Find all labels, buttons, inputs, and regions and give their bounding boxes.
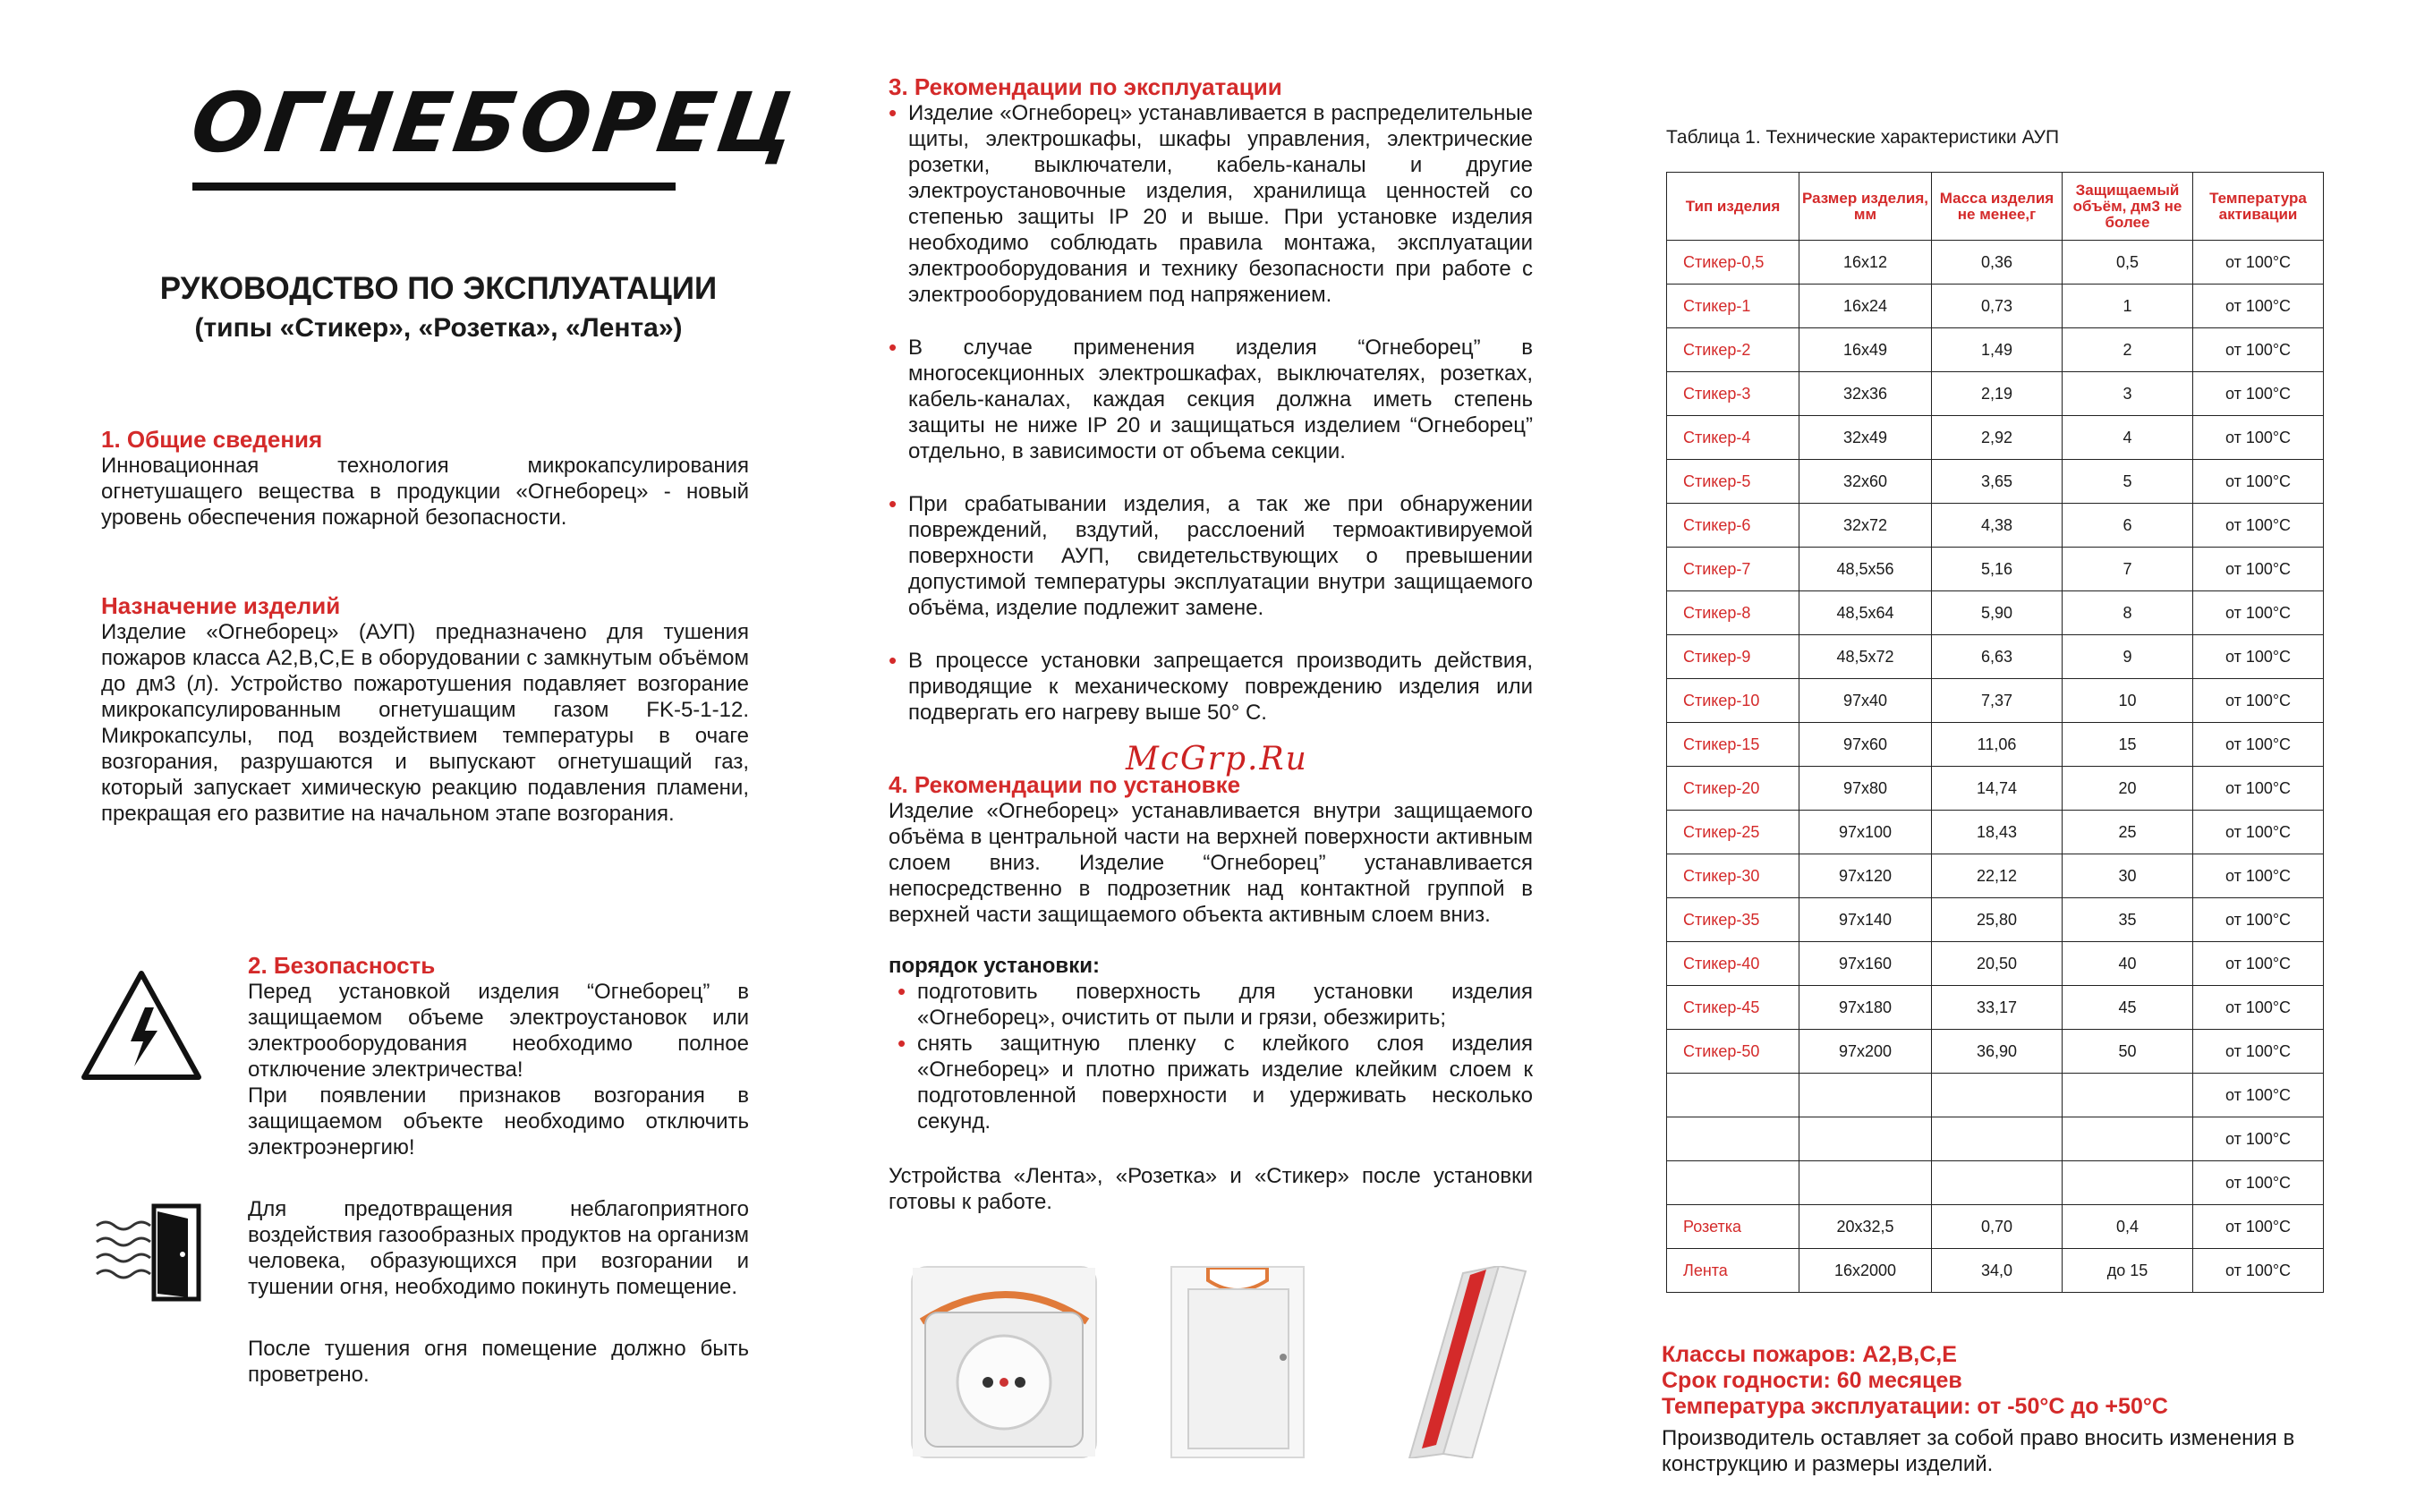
section-installation [889, 771, 1533, 1215]
table-header-row [1667, 173, 2324, 241]
cell-activation-temp: от 100°С [2193, 285, 2324, 328]
table-row [1667, 898, 2324, 942]
cell-volume [2063, 1117, 2193, 1161]
table-row [1667, 241, 2324, 285]
header-type: Тип изделия [1667, 173, 1799, 241]
cell-volume: 35 [2063, 898, 2193, 942]
section-operation [889, 73, 1533, 726]
header-mass: Масса изделия не менее,г [1932, 173, 2063, 241]
cell-type: Стикер-25 [1667, 811, 1799, 854]
cell-volume: 10 [2063, 679, 2193, 723]
cell-volume: 30 [2063, 854, 2193, 898]
cell-mass: 0,70 [1932, 1205, 2063, 1249]
cell-volume: 15 [2063, 723, 2193, 767]
cell-volume [2063, 1074, 2193, 1117]
cell-mass: 2,92 [1932, 416, 2063, 460]
cell-volume: 8 [2063, 591, 2193, 635]
cell-type: Стикер-7 [1667, 548, 1799, 591]
cell-type: Стикер-2 [1667, 328, 1799, 372]
cell-activation-temp: от 100°С [2193, 416, 2324, 460]
shelf-life: Срок годности: 60 месяцев [1662, 1368, 1962, 1393]
cell-size: 97х120 [1799, 854, 1932, 898]
cell-mass: 18,43 [1932, 811, 2063, 854]
cell-type [1667, 1117, 1799, 1161]
section-safety-title: 2. Безопасность [248, 952, 436, 979]
cell-type: Стикер-5 [1667, 460, 1799, 504]
table-row [1667, 1205, 2324, 1249]
cell-mass: 4,38 [1932, 504, 2063, 548]
cell-type [1667, 1161, 1799, 1205]
cell-size: 20х32,5 [1799, 1205, 1932, 1249]
logo-underline [192, 183, 676, 191]
spec-table [1666, 172, 2324, 1293]
operation-bullet-2: • В случае применения изделия “Огнеборец” в многосекционных электрошкафах, выключателях, розетках, кабель-каналах, каждая секция должна иметь степень защиты не ниже IP 20 и защищаться изделием “Огнеборец” отдельно, в зависимости от объема секции. [889, 335, 1533, 464]
table-row [1667, 767, 2324, 811]
table-row [1667, 460, 2324, 504]
cell-size: 48,5х64 [1799, 591, 1932, 635]
table-row [1667, 811, 2324, 854]
high-voltage-warning-icon [79, 968, 204, 1083]
table-row [1667, 416, 2324, 460]
cell-volume: 7 [2063, 548, 2193, 591]
operation-bullet-4: • В процессе установки запрещается производить действия, приводящие к механическому повреждению изделия или подвергать его нагреву выше 50° С. [889, 648, 1533, 726]
cell-size: 97х40 [1799, 679, 1932, 723]
table-row [1667, 942, 2324, 986]
cell-type: Стикер-1 [1667, 285, 1799, 328]
table-row [1667, 504, 2324, 548]
cell-activation-temp: от 100°С [2193, 504, 2324, 548]
cell-volume: 40 [2063, 942, 2193, 986]
cell-mass: 0,73 [1932, 285, 2063, 328]
operation-bullet-1: • Изделие «Огнеборец» устанавливается в распределительные щиты, электрошкафы, шкафы управления, электрические розетки, выключатели, кабель-каналы и другие электроустановочные изделия, хранилища ценностей со степенью защиты IP 20 и выше. При установке изделия необходимо соблюдать правила монтажа, эксплуатации электрооборудования и технику безопасности при работе с электрооборудованием под напряжением. [889, 100, 1533, 308]
cell-activation-temp: от 100°С [2193, 1117, 2324, 1161]
cell-activation-temp: от 100°С [2193, 767, 2324, 811]
table-row [1667, 854, 2324, 898]
section-general [101, 426, 749, 531]
table-row [1667, 548, 2324, 591]
header-size: Размер изделия, мм [1799, 173, 1932, 241]
cell-volume: до 15 [2063, 1249, 2193, 1293]
section-general-title: 1. Общие сведения [101, 426, 323, 453]
cell-type: Лента [1667, 1249, 1799, 1293]
cell-activation-temp: от 100°С [2193, 548, 2324, 591]
cell-type: Стикер-8 [1667, 591, 1799, 635]
cell-mass: 11,06 [1932, 723, 2063, 767]
section-purpose [101, 592, 749, 827]
socket-illustration [911, 1266, 1097, 1458]
cell-activation-temp: от 100°С [2193, 679, 2324, 723]
cell-mass: 7,37 [1932, 679, 2063, 723]
cell-size: 97х180 [1799, 986, 1932, 1030]
cell-type: Стикер-4 [1667, 416, 1799, 460]
cell-size [1799, 1117, 1932, 1161]
section-safety [248, 952, 749, 1388]
cell-activation-temp: от 100°С [2193, 1074, 2324, 1117]
cell-activation-temp: от 100°С [2193, 1161, 2324, 1205]
logo-text: ОГНЕБОРЕЦ [185, 75, 805, 171]
table-row [1667, 635, 2324, 679]
cell-mass: 5,90 [1932, 591, 2063, 635]
section-installation-title: 4. Рекомендации по установке [889, 771, 1241, 798]
table-row [1667, 1074, 2324, 1117]
cell-type: Стикер-10 [1667, 679, 1799, 723]
cell-mass: 20,50 [1932, 942, 2063, 986]
tape-channel-illustration [1400, 1266, 1535, 1458]
watermark: McGrp.Ru [1126, 741, 1308, 777]
cell-volume: 5 [2063, 460, 2193, 504]
cell-mass: 2,19 [1932, 372, 2063, 416]
cell-activation-temp: от 100°С [2193, 591, 2324, 635]
cell-size [1799, 1074, 1932, 1117]
cell-volume: 0,5 [2063, 241, 2193, 285]
operation-bullet-3: • При срабатывании изделия, а так же при обнаружении повреждений, вздутий, расслоений термоактивируемой поверхности АУП, свидетельствующих о превышении допустимой температуры эксплуатации внутри защищаемого объёма, изделие подлежит замене. [889, 491, 1533, 621]
cell-size: 32х49 [1799, 416, 1932, 460]
section-general-text: Инновационная технология микрокапсулирования огнетушащего вещества в продукции «Огнеборец» - новый уровень обеспечения пожарной безопасности. [101, 454, 749, 530]
cell-size: 16х12 [1799, 241, 1932, 285]
safety-text-3: Для предотвращения неблагоприятного воздействия газообразных продуктов на организм человека, образующихся при возгорании и тушении огня, необходимо покинуть помещение. [248, 1197, 749, 1299]
cell-volume: 45 [2063, 986, 2193, 1030]
table-row [1667, 591, 2324, 635]
cell-type: Стикер-3 [1667, 372, 1799, 416]
cell-activation-temp: от 100°С [2193, 460, 2324, 504]
cell-activation-temp: от 100°С [2193, 241, 2324, 285]
page-title: РУКОВОДСТВО ПО ЭКСПЛУАТАЦИИ [159, 271, 718, 306]
table-row [1667, 285, 2324, 328]
tape-channel-image [1400, 1266, 1535, 1458]
cell-size: 97х200 [1799, 1030, 1932, 1074]
cell-mass: 0,36 [1932, 241, 2063, 285]
cell-volume: 6 [2063, 504, 2193, 548]
fire-classes: Классы пожаров: А2,В,С,Е [1662, 1342, 1957, 1367]
cell-mass: 14,74 [1932, 767, 2063, 811]
cell-activation-temp: от 100°С [2193, 635, 2324, 679]
cell-size: 97х140 [1799, 898, 1932, 942]
cell-activation-temp: от 100°С [2193, 1249, 2324, 1293]
table-row [1667, 328, 2324, 372]
cell-activation-temp: от 100°С [2193, 854, 2324, 898]
cell-mass: 33,17 [1932, 986, 2063, 1030]
table-row [1667, 372, 2324, 416]
installation-text: Изделие «Огнеборец» устанавливается внутри защищаемого объёма в центральной части на верхней поверхности активным слоем вниз. Изделие “Огнеборец” устанавливается непосредственно в подрозетник над контактной группой в верхней части защищаемого объекта активным слоем вниз. [889, 799, 1533, 927]
cell-type: Стикер-45 [1667, 986, 1799, 1030]
cell-size: 97х60 [1799, 723, 1932, 767]
cell-mass: 5,16 [1932, 548, 2063, 591]
section-purpose-title: Назначение изделий [101, 592, 341, 619]
table-row [1667, 1117, 2324, 1161]
cell-volume: 9 [2063, 635, 2193, 679]
section-purpose-text: Изделие «Огнеборец» (АУП) предназначено для тушения пожаров класса А2,В,С,Е в оборудовании с замкнутым объёмом до дм3 (л). Устройство пожаротушения подавляет возгорание микрокапсулированным огнетушащим газом FK-5-1-12. Микрокапсулы, под воздействием температуры в очаге возгорания, разрушаются и выпускают огнетушащий газ, который запускает химическую реакцию подавления пламени, прекращая его развитие на начальном этапе возгорания. [101, 620, 749, 826]
cell-type: Стикер-20 [1667, 767, 1799, 811]
safety-text-1: Перед установкой изделия “Огнеборец” в защищаемом объеме электроустановок или электрооборудования необходимо полное отключение электричества! [248, 980, 749, 1082]
header-volume: Защищаемый объём, дм3 не более [2063, 173, 2193, 241]
cell-mass: 22,12 [1932, 854, 2063, 898]
cell-volume: 0,4 [2063, 1205, 2193, 1249]
cell-volume: 50 [2063, 1030, 2193, 1074]
footer-block [1662, 1342, 2378, 1477]
installation-closing: Устройства «Лента», «Розетка» и «Стикер» после установки готовы к работе. [889, 1164, 1533, 1214]
cell-activation-temp: от 100°С [2193, 1205, 2324, 1249]
table-row [1667, 986, 2324, 1030]
cell-size: 97х80 [1799, 767, 1932, 811]
cell-mass: 6,63 [1932, 635, 2063, 679]
cabinet-image [1172, 1268, 1303, 1457]
operating-temperature: Температура эксплуатации: от -50°С до +50°С [1662, 1394, 2168, 1419]
cell-volume: 25 [2063, 811, 2193, 854]
cell-size [1799, 1161, 1932, 1205]
exit-door-gas-icon [89, 1199, 206, 1306]
cell-size: 32х60 [1799, 460, 1932, 504]
cell-size: 16х49 [1799, 328, 1932, 372]
manufacturer-note: Производитель оставляет за собой право вносить изменения в конструкцию и размеры изделий. [1662, 1426, 2295, 1476]
cell-size: 16х24 [1799, 285, 1932, 328]
cell-mass [1932, 1117, 2063, 1161]
cell-activation-temp: от 100°С [2193, 328, 2324, 372]
socket-image [913, 1268, 1095, 1457]
cell-size: 32х72 [1799, 504, 1932, 548]
cell-activation-temp: от 100°С [2193, 898, 2324, 942]
cell-activation-temp: от 100°С [2193, 986, 2324, 1030]
cell-type: Стикер-9 [1667, 635, 1799, 679]
cell-volume: 1 [2063, 285, 2193, 328]
cell-type: Стикер-0,5 [1667, 241, 1799, 285]
table-row [1667, 723, 2324, 767]
cell-size: 48,5х72 [1799, 635, 1932, 679]
cell-type: Розетка [1667, 1205, 1799, 1249]
cell-type: Стикер-40 [1667, 942, 1799, 986]
cell-volume: 4 [2063, 416, 2193, 460]
table-body [1667, 241, 2324, 1293]
installation-step-1: • подготовить поверхность для установки изделия «Огнеборец», очистить от пыли и грязи, обезжирить; [897, 979, 1533, 1031]
installation-step-2: • снять защитную пленку с клейкого слоя изделия «Огнеборец» и плотно прижать изделие клейким слоем к подготовленной поверхности и удерживать несколько секунд. [897, 1031, 1533, 1134]
cell-activation-temp: от 100°С [2193, 942, 2324, 986]
cell-activation-temp: от 100°С [2193, 1030, 2324, 1074]
cell-activation-temp: от 100°С [2193, 372, 2324, 416]
cell-mass [1932, 1074, 2063, 1117]
cell-volume: 3 [2063, 372, 2193, 416]
table-row [1667, 1161, 2324, 1205]
page-subtitle: (типы «Стикер», «Розетка», «Лента») [194, 313, 683, 343]
cell-size: 97х160 [1799, 942, 1932, 986]
cell-volume: 2 [2063, 328, 2193, 372]
cell-type: Стикер-15 [1667, 723, 1799, 767]
cell-size: 97х100 [1799, 811, 1932, 854]
cell-mass [1932, 1161, 2063, 1205]
cell-mass: 3,65 [1932, 460, 2063, 504]
table-row [1667, 679, 2324, 723]
table-caption: Таблица 1. Технические характеристики АУП [1666, 127, 2060, 148]
cell-volume [2063, 1161, 2193, 1205]
table-row [1667, 1030, 2324, 1074]
cabinet-illustration [1170, 1266, 1305, 1458]
cell-type [1667, 1074, 1799, 1117]
safety-text-4: После тушения огня помещение должно быть проветрено. [248, 1337, 749, 1387]
cell-type: Стикер-35 [1667, 898, 1799, 942]
cell-size: 48,5х56 [1799, 548, 1932, 591]
cell-activation-temp: от 100°С [2193, 811, 2324, 854]
table-row [1667, 1249, 2324, 1293]
safety-text-2: При появлении признаков возгорания в защищаемом объекте необходимо отключить электроэнергию! [248, 1083, 749, 1159]
cell-activation-temp: от 100°С [2193, 723, 2324, 767]
brand-logo [185, 75, 805, 195]
cell-volume: 20 [2063, 767, 2193, 811]
cell-type: Стикер-6 [1667, 504, 1799, 548]
installation-order-title: порядок установки: [889, 954, 1100, 978]
cell-mass: 1,49 [1932, 328, 2063, 372]
cell-type: Стикер-50 [1667, 1030, 1799, 1074]
header-activation-temp: Температура активации [2193, 173, 2324, 241]
section-operation-title: 3. Рекомендации по эксплуатации [889, 73, 1282, 100]
cell-size: 32х36 [1799, 372, 1932, 416]
cell-mass: 34,0 [1932, 1249, 2063, 1293]
cell-mass: 36,90 [1932, 1030, 2063, 1074]
cell-mass: 25,80 [1932, 898, 2063, 942]
cell-type: Стикер-30 [1667, 854, 1799, 898]
cell-size: 16х2000 [1799, 1249, 1932, 1293]
